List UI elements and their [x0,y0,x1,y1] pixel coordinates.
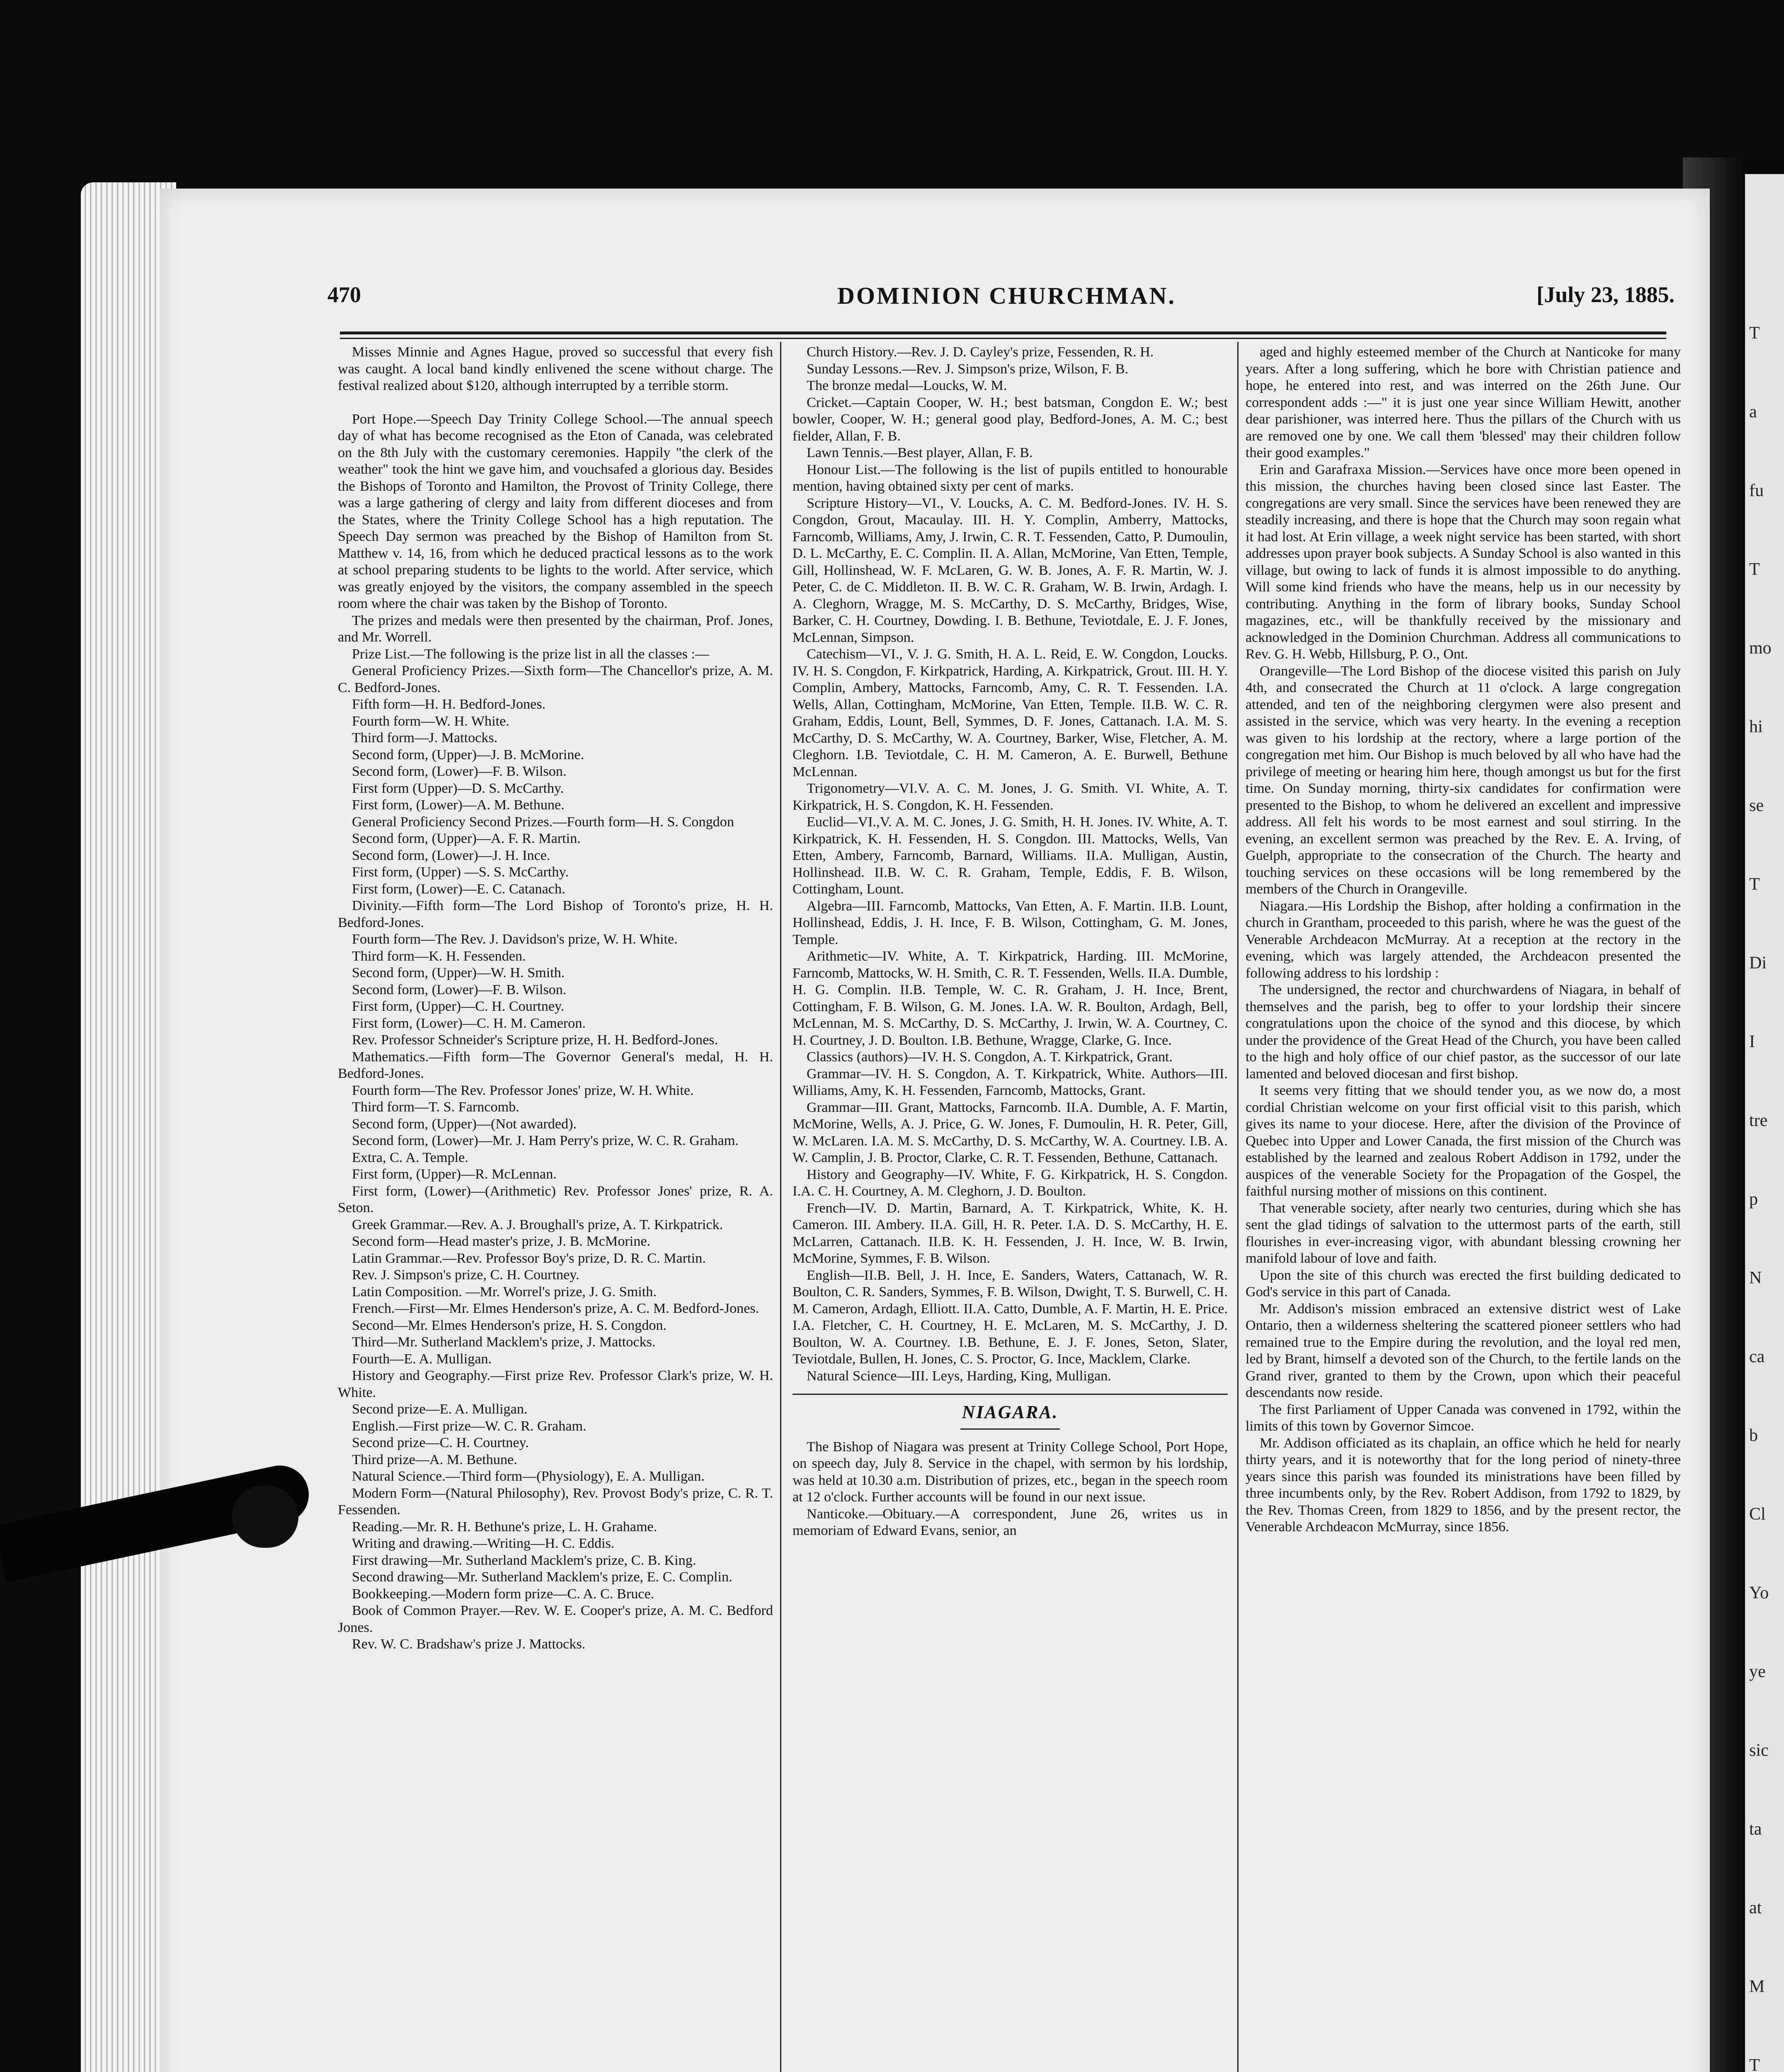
column-2 [793,344,1228,1539]
article-paragraph: Catechism—VI., V. J. G. Smith, H. A. L. Reid, E. W. Congdon, Loucks. IV. H. S. Congdon, F. Kirkpatrick, Harding, A. Kirkpatrick, Grout. III. H. Y. Complin, Ambery, Mattocks, Farncomb, Amy, C. R. T. Fessenden. I.A. Wells, Allan, Cottingham, McMorine, Van Etten, Temple. II.B. W. C. R. Graham, Eddis, Lount, Bell, Symmes, D. F. Jones, Cattanach. I.A. M. S. McCarthy, D. S. McCarthy, W. A. Courtney, Barker, Wise, Fletcher, A. M. Cleghorn. I.B. Teviotdale, C. H. M. Cameron, A. E. Burwell, Bethune McLennan. [793,646,1228,779]
next-page-fragment: Cl [1749,1505,1766,1524]
article-paragraph: Book of Common Prayer.—Rev. W. E. Cooper's prize, A. M. C. Bedford Jones. [338,1603,773,1635]
next-page-fragment: p [1749,1190,1758,1209]
article-paragraph: First form, (Lower)—(Arithmetic) Rev. Professor Jones' prize, R. A. Seton. [338,1183,773,1215]
article-paragraph: Upon the site of this church was erected the first building dedicated to God's service in this part of Canada. [1246,1267,1681,1300]
article-paragraph: Grammar—III. Grant, Mattocks, Farncomb. II.A. Dumble, A. F. Martin, McMorine, Wells, A. J. Price, G. W. Jones, F. Dumoulin, H. R. Peter, Gill, W. McLaren. I.A. M. S. McCarthy, D. S. McCarthy, W. A. Courtney. I.B. A. W. Camplin, J. B. Proctor, Clarke, C. R. T. Fessenden, Bethune, Cattanach. [793,1099,1228,1165]
article-paragraph: Fourth form—The Rev. J. Davidson's prize, W. H. White. [352,932,678,947]
next-page-fragment: fu [1749,481,1764,500]
article-paragraph: aged and highly esteemed member of the Church at Nanticoke for many years. After a long suffering, which he bore with Christian patience and hope, he entered into rest, and was interred on the 26th June. Our correspondent adds :—" it is just one year since William Hewitt, another dear parishioner, was interred here. Thus the pillars of the Church with us are removed one by one. We call them 'blessed' may their children follow their good examples." [1246,344,1681,460]
article-paragraph: Sunday Lessons.—Rev. J. Simpson's prize, Wilson, F. B. [807,361,1129,377]
article-paragraph: Grammar—IV. H. S. Congdon, A. T. Kirkpatrick, White. Authors—III. Williams, Amy, K. H. Fessenden, Farncomb, Mattocks, Grant. [793,1066,1228,1098]
article-paragraph: Algebra—III. Farncomb, Mattocks, Van Etten, A. F. Martin. II.B. Lount, Hollinshead, Eddis, J. H. Ince, F. B. Wilson, Cottingham, G. M. Jones, Temple. [793,898,1228,947]
article-paragraph: Nanticoke.—Obituary.—A correspondent, June 26, writes us in memoriam of Edward Evans, senior, an [793,1506,1228,1538]
article-paragraph: Second form, (Upper)—J. B. McMorine. [352,747,584,762]
article-paragraph: Third prize—A. M. Bethune. [352,1452,517,1467]
page-header [327,282,1675,315]
article-paragraph: Second form, (Lower)—Mr. J. Ham Perry's prize, W. C. R. Graham. [352,1133,739,1148]
next-page-fragment: T [1749,2056,1760,2072]
article-paragraph: Second form—Head master's prize, J. B. McMorine. [352,1234,651,1249]
article-paragraph: Latin Composition. —Mr. Worrel's prize, J. G. Smith. [352,1284,657,1300]
article-paragraph: The undersigned, the rector and churchwardens of Niagara, in behalf of themselves and the parish, beg to offer to your lordship their sincere congratulations upon the choice of the synod and this diocese, by which under the providence of the Great Head of the Church, you have been called to the high and holy office of our chief pastor, as the successor of our late lamented and beloved diocesan and first bishop. [1246,982,1681,1082]
article-paragraph: First form, (Lower)—E. C. Catanach. [352,881,565,897]
section-rule-short [960,1428,1060,1430]
article-paragraph: Trigonometry—VI.V. A. C. M. Jones, J. G. Smith. VI. White, A. T. Kirkpatrick, H. S. Congdon, K. H. Fessenden. [793,781,1228,813]
article-paragraph: First form, (Lower)—A. M. Bethune. [352,797,565,813]
next-page-fragment: se [1749,796,1764,815]
next-page-fragment: ta [1749,1820,1762,1839]
article-paragraph: Second form, (Upper)—W. H. Smith. [352,965,565,980]
article-paragraph: Third form—T. S. Farncomb. [352,1099,519,1115]
article-paragraph: Prize List.—The following is the prize list in all the classes :— [352,646,710,662]
article-paragraph: Divinity.—Fifth form—The Lord Bishop of Toronto's prize, H. H. Bedford-Jones. [338,898,773,930]
article-paragraph: History and Geography—IV. White, F. G. Kirkpatrick, H. S. Congdon. I.A. C. H. Courtney, A. M. Cleghorn, J. D. Boulton. [793,1167,1228,1199]
article-paragraph: Second form, (Lower)—J. H. Ince. [352,847,550,863]
article-paragraph: Mr. Addison's mission embraced an extensive district west of Lake Ontario, then a wilderness sheltering the scattered pioneer settlers who had remained true to the Empire during the revolution, and the loyal red men, led by Brant, himself a devoted son of the Church, to the fertile lands on the Grand river, granted to them by the Crown, upon which their peaceful descendants now reside. [1246,1301,1681,1400]
article-paragraph: Natural Science—III. Leys, Harding, King, Mulligan. [807,1368,1111,1384]
section-title-niagara: NIAGARA. [962,1402,1059,1422]
article-paragraph: Greek Grammar.—Rev. A. J. Broughall's prize, A. T. Kirkpatrick. [352,1217,723,1232]
article-paragraph: Erin and Garafraxa Mission.—Services have once more been opened in this mission, the churches having been closed since last Easter. The congregations are very small. Since the services have been renewed they are steadily increasing, and there is hope that the Church may soon regain what it had lost. At Erin village, a week night service has been started, with short addresses upon prayer book subjects. A Sunday School is also wanted in this village, but owing to lack of funds it is almost impossible to do anything. Will some kind friends who have the means, help us in our necessity by contributing. Anything in the form of library books, Sunday School magazines, etc., will be thankfully received by the missionary and acknowledged in the Dominion Churchman. Address all communications to Rev. G. H. Webb, Hillsburg, P. O., Ont. [1246,462,1681,662]
article-paragraph: Second form, (Upper)—(Not awarded). [352,1116,577,1132]
article-paragraph: Bookkeeping.—Modern form prize—C. A. C. Bruce. [352,1586,654,1602]
next-page-fragment: mo [1749,639,1772,658]
article-paragraph: The bronze medal—Loucks, W. M. [807,378,1007,393]
publication-title: DOMINION CHURCHMAN. [837,282,1176,309]
article-paragraph: Natural Science.—Third form—(Physiology), E. A. Mulligan. [352,1469,705,1484]
section-rule [793,1394,1228,1395]
column-divider-2 [1237,342,1239,2072]
next-page-fragment: b [1749,1426,1758,1445]
next-page-fragment: tre [1749,1111,1768,1130]
article-paragraph: French.—First—Mr. Elmes Henderson's prize, A. C. M. Bedford-Jones. [352,1301,759,1316]
article-paragraph: Port Hope.—Speech Day Trinity College School.—The annual speech day of what has become recognised as the Eton of Canada, was celebrated on the 8th July with the customary ceremonies. Happily "the clerk of the weather" took the hint we gave him, and vouchsafed a glorious day. Besides the Bishops of Toronto and Hamilton, the Provost of Trinity College, there was a large gathering of clergy and laity from different dioceses and from the States, where the Trinity College School has a high reputation. The Speech Day sermon was preached by the Bishop of Hamilton from St. Matthew v. 14, 16, from which he deduced practical lessons as to the work at school preparing students to be lights to the world. After service, which was greatly enjoyed by the visitors, the company assembled in the speech room where the chair was taken by the Bishop of Toronto. [338,411,773,611]
article-paragraph: Fourth—E. A. Mulligan. [352,1351,492,1367]
article-paragraph: First drawing—Mr. Sutherland Macklem's prize, C. B. King. [352,1552,696,1568]
article-paragraph: It seems very fitting that we should tender you, as we now do, a most cordial Christian welcome on your first official visit to this parish, which gives its name to your diocese. Here, after the division of the Province of Quebec into Upper and Lower Canada, the first mission of the Church was established by the learned and zealous Robert Addison in 1792, under the auspices of the venerable Society for the Propagation of the Gospel, the faithful nursing mother of missions on this continent. [1246,1083,1681,1199]
article-paragraph: General Proficiency Prizes.—Sixth form—The Chancellor's prize, A. M. C. Bedford-Jones. [338,663,773,695]
article-paragraph: First form, (Lower)—C. H. M. Cameron. [352,1015,586,1031]
article-paragraph: History and Geography.—First prize Rev. Professor Clark's prize, W. H. White. [338,1368,773,1400]
article-paragraph: Second prize—E. A. Mulligan. [352,1402,528,1417]
article-paragraph: Church History.—Rev. J. D. Cayley's prize, Fessenden, R. H. [807,344,1154,360]
page-number: 470 [327,282,361,307]
next-page-fragment: hi [1749,717,1763,736]
article-paragraph: Modern Form—(Natural Philosophy), Rev. Provost Body's prize, C. R. T. Fessenden. [338,1485,773,1518]
article-paragraph: Second form, (Lower)—F. B. Wilson. [352,982,567,997]
article-paragraph: Second form, (Upper)—A. F. R. Martin. [352,831,581,846]
article-paragraph: The Bishop of Niagara was present at Trinity College School, Port Hope, on speech day, July 8. Service in the chapel, with sermon by his lordship, was held at 10.30 a.m. Distribution of prizes, etc., began in the speech room at 12 o'clock. Further accounts will be found in our next issue. [793,1439,1228,1505]
article-paragraph: Mr. Addison officiated as its chaplain, an office which he held for nearly thirty years, and it is noteworthy that for the long period of ninety-three years since this parish was founded its ministrations have been filled by three incumbents only, by the Rev. Robert Addison, from 1792 to 1829, by the Rev. Thomas Creen, from 1829 to 1856, and by the present rector, the Venerable Archdeacon McMurray, since 1856. [1246,1435,1681,1535]
next-page-fragment: N [1749,1268,1762,1288]
pen-tip [232,1486,298,1548]
next-page-fragment: T [1749,324,1760,343]
article-paragraph: Cricket.—Captain Cooper, W. H.; best batsman, Congdon E. W.; best bowler, Cooper, W. H.; general good play, Bedford-Jones, A. M. C.; best fielder, Allan, F. B. [793,395,1228,444]
article-paragraph: Misses Minnie and Agnes Hague, proved so successful that every fish was caught. A local band kindly enlivened the scene without charge. The festival realized about $120, although interrupted by a terrible storm. [338,344,773,393]
article-paragraph: Third—Mr. Sutherland Macklem's prize, J. Mattocks. [352,1334,656,1350]
issue-date: [July 23, 1885. [1536,282,1675,307]
article-paragraph: Honour List.—The following is the list of pupils entitled to honourable mention, having obtained sixty per cent of marks. [793,462,1228,494]
article-paragraph: The first Parliament of Upper Canada was convened in 1792, within the limits of this town by Governor Simcoe. [1246,1402,1681,1434]
article-paragraph: First form, (Upper)—C. H. Courtney. [352,999,565,1014]
header-rule-thick [340,332,1666,334]
article-paragraph: Second drawing—Mr. Sutherland Macklem's prize, E. C. Complin. [352,1569,732,1585]
article-paragraph: Classics (authors)—IV. H. S. Congdon, A. T. Kirkpatrick, Grant. [807,1049,1173,1065]
article-paragraph: Niagara.—His Lordship the Bishop, after holding a confirmation in the church in Grantham, proceeded to this parish, where he was the guest of the Venerable Archdeacon McMurray. At a reception at the rectory in the evening, which was largely attended, the Archdeacon presented the following address to his lordship : [1246,898,1681,981]
column-1 [338,344,773,1653]
article-paragraph: Extra, C. A. Temple. [352,1150,468,1165]
article-paragraph: The prizes and medals were then presented by the chairman, Prof. Jones, and Mr. Worrell. [338,612,773,645]
article-paragraph: Euclid—VI.,V. A. M. C. Jones, J. G. Smith, H. H. Jones. IV. White, A. T. Kirkpatrick, K. H. Fessenden, H. S. Congdon. III. Mattocks, Wells, Van Etten, Ambery, Farncomb, Barnard, Williams. II.A. Mulligan, Austin, Hollinshead. II.B. W. C. R. Graham, Temple, Eddis, F. B. Wilson, Cottingham, Lount. [793,814,1228,897]
next-page-fragment: at [1749,1898,1762,1917]
article-paragraph: English.—First prize—W. C. R. Graham. [352,1418,587,1434]
article-paragraph: Fifth form—H. H. Bedford-Jones. [352,697,546,712]
article-paragraph: Scripture History—VI., V. Loucks, A. C. M. Bedford-Jones. IV. H. S. Congdon, Grout, Macaulay. III. H. Y. Complin, Amberry, Mattocks, Farncomb, Williams, Amy, J. Irwin, C. R. T. Fessenden, Catto, P. Dumoulin, D. L. McCarthy, E. C. Complin. II. A. Allan, McMorine, Van Etten, Temple, Gill, Hollinshead, W. F. McLaren, G. W. B. Jones, A. F. R. Martin, W. J. Peter, C. de C. Middleton. II. B. W. C. R. Graham, W. B. Irwin, Ardagh. I. A. Cleghorn, Wragge, M. S. McCarthy, D. S. McCarthy, Bridges, Wise, Barker, C. H. Courtney, Dowding. I. B. Bethune, Teviotdale, E. J. F. Jones, McLennan, Simpson. [793,495,1228,645]
article-paragraph: First form, (Upper) —S. S. McCarthy. [352,864,569,880]
next-page-fragment: ca [1749,1347,1765,1366]
column-divider-1 [780,342,781,2072]
next-page-fragment: M [1749,1977,1765,1996]
article-paragraph: Second—Mr. Elmes Henderson's prize, H. S. Congdon. [352,1317,667,1333]
next-page-fragment: sic [1749,1741,1769,1760]
article-paragraph: Second form, (Lower)—F. B. Wilson. [352,764,567,779]
article-paragraph: Fourth form—W. H. White. [352,713,509,729]
article-paragraph: First form, (Upper)—R. McLennan. [352,1167,557,1182]
spacer [338,395,773,411]
article-paragraph: General Proficiency Second Prizes.—Fourth form—H. S. Congdon [352,814,734,830]
article-paragraph: Reading.—Mr. R. H. Bethune's prize, L. H. Grahame. [352,1519,657,1535]
article-paragraph: Second prize—C. H. Courtney. [352,1435,529,1450]
next-page-fragment: T [1749,560,1760,579]
article-paragraph: First form (Upper)—D. S. McCarthy. [352,780,564,796]
article-paragraph: Orangeville—The Lord Bishop of the diocese visited this parish on July 4th, and consecrated the Church at 11 o'clock. A large congregation attended, and ten of the neighboring clergymen were also present and assisted in the service, which was very hearty. In the evening a reception was given to his lordship at the rectory, where a large portion of the congregation met him. Our Bishop is much beloved by all who have had the privilege of meeting or hearing him here, though amongst us but for the first time. On Sunday morning, thirty-six candidates for confirmation were presented to the Bishop, to whom he delivered an excellent and impressive address. All felt his words to be most earnest and soul stirring. In the evening, an excellent sermon was preached by the Rev. E. A. Irving, of Guelph, appropriate to the consecration of the Church. The hearty and touching services on these occasions will be long remembered by the members of the Church in Orangeville. [1246,663,1681,897]
next-page-edge [1745,174,1784,2072]
next-page-fragment: I [1749,1032,1755,1051]
article-paragraph: Third form—K. H. Fessenden. [352,948,526,964]
next-page-fragment: Yo [1749,1583,1769,1602]
article-paragraph: English—II.B. Bell, J. H. Ince, E. Sanders, Waters, Cattanach, W. R. Boulton, C. R. Sanders, Symmes, F. B. Wilson, Dwight, T. S. Burwell, C. H. M. Cameron, Ardagh, Elliott. II.A. Catto, Dumble, A. F. Martin, H. E. Price. I.A. Fletcher, C. H. Courtney, H. E. McLaren, M. S. McCarthy, J. D. Boulton, W. A. Courtney. I.B. Bethune, E. J. F. Jones, Seton, Slater, Teviotdale, Bullen, H. Jones, C. S. Proctor, G. Ince, Macklem, Clarke. [793,1267,1228,1367]
article-paragraph: Latin Grammar.—Rev. Professor Boy's prize, D. R. C. Martin. [352,1250,706,1266]
article-paragraph: Rev. Professor Schneider's Scripture prize, H. H. Bedford-Jones. [352,1032,718,1048]
next-page-fragment: a [1749,402,1757,421]
article-paragraph: Writing and drawing.—Writing—H. C. Eddis. [352,1536,615,1551]
next-page-fragment: T [1749,875,1760,894]
header-rule-thin [340,338,1666,339]
article-paragraph: Fourth form—The Rev. Professor Jones' prize, W. H. White. [352,1082,694,1098]
article-paragraph: That venerable society, after nearly two centuries, during which she has sent the glad tidings of salvation to the uttermost parts of the earth, still flourishes in ever-increasing vigor, with abundant blessing crowning her manifold labour of love and faith. [1246,1200,1681,1266]
article-paragraph: Rev. J. Simpson's prize, C. H. Courtney. [352,1267,579,1283]
article-paragraph: Lawn Tennis.—Best player, Allan, F. B. [807,445,1033,460]
next-page-fragment: Di [1749,954,1767,973]
next-page-fragment: ye [1749,1662,1766,1681]
article-paragraph: French—IV. D. Martin, Barnard, A. T. Kirkpatrick, White, K. H. Cameron. III. Ambery. II.A. Gill, H. R. Peter. I.A. D. S. McCarthy, H. E. McLarren, Cattanach. II.B. K. H. Fessenden, J. H. Ince, W. B. Irwin, McMorine, Symmes, F. B. Wilson. [793,1200,1228,1266]
column-3 [1246,344,1681,1536]
article-paragraph: Arithmetic—IV. White, A. T. Kirkpatrick, Harding. III. McMorine, Farncomb, Mattocks, W. H. Smith, C. R. T. Fessenden, Wells. II.A. Dumble, H. G. Complin. II.B. Temple, W. C. R. Graham, J. H. Ince, Brent, Cottingham, F. B. Wilson, G. M. Jones. I.A. W. R. Boulton, Ardagh, Bell, McLennan, M. S. McCarthy, D. S. McCarthy, J. Irwin, W. A. Courtney, C. H. Courtney, J. D. Boulton. I.B. Bethune, Wragge, Clarke, G. Ince. [793,949,1228,1048]
article-paragraph: Rev. W. C. Bradshaw's prize J. Mattocks. [352,1636,586,1652]
article-paragraph: Third form—J. Mattocks. [352,730,498,746]
article-paragraph: Mathematics.—Fifth form—The Governor General's medal, H. H. Bedford-Jones. [338,1049,773,1081]
